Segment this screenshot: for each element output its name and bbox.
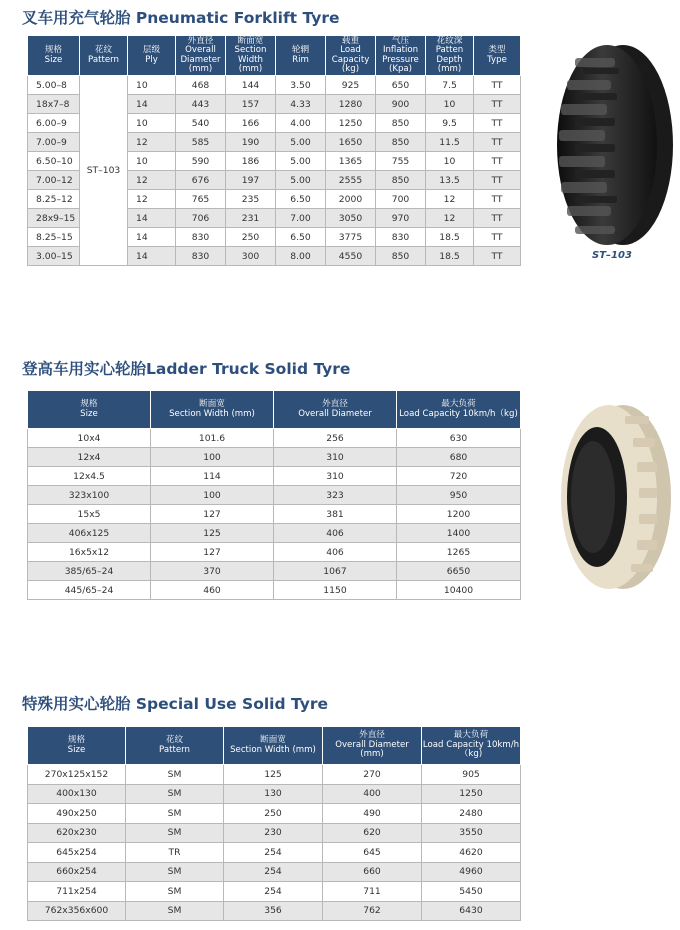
table-cell: 100 [151, 486, 274, 505]
table-cell: 125 [224, 765, 323, 785]
table-cell: 970 [376, 209, 426, 228]
table-cell: 3775 [326, 228, 376, 247]
column-header [474, 36, 521, 76]
table-cell: 4620 [422, 843, 521, 863]
table-cell: SM [126, 901, 224, 921]
ladder-truck-tyre-image [553, 400, 675, 595]
table-cell: 3550 [422, 823, 521, 843]
table-cell: 3.50 [276, 76, 326, 95]
table-cell: 830 [176, 247, 226, 266]
column-header-cn: 断面宽 [260, 735, 286, 745]
table-row [28, 901, 521, 921]
column-header-cn: 花纹 [165, 735, 184, 745]
column-header [126, 727, 224, 765]
column-header-en: Overall Diameter [298, 408, 372, 419]
table-cell: 12 [128, 133, 176, 152]
table-cell: TT [474, 152, 521, 171]
column-header-en: Overall Diameter (mm) [180, 45, 221, 74]
table-cell: 10 [426, 95, 474, 114]
table-cell: 925 [326, 76, 376, 95]
table-cell: 356 [224, 901, 323, 921]
table-cell: 254 [224, 843, 323, 863]
table-cell: 5.00 [276, 171, 326, 190]
table-row [28, 429, 521, 448]
table-cell: 100 [151, 448, 274, 467]
table-cell: 250 [224, 804, 323, 824]
pneumatic-forklift-tyre-table [27, 35, 521, 266]
column-header [276, 36, 326, 76]
table-cell: 12 [426, 209, 474, 228]
table-cell: 2480 [422, 804, 521, 824]
table-cell: 10 [128, 152, 176, 171]
table-cell: 8.25–12 [28, 190, 80, 209]
table-cell: 468 [176, 76, 226, 95]
table-cell: 7.00–9 [28, 133, 80, 152]
column-header-en: Type [487, 54, 507, 65]
table-cell: 127 [151, 543, 274, 562]
table-cell: 8.25–15 [28, 228, 80, 247]
table-cell: 406 [274, 543, 397, 562]
table-cell: 490x250 [28, 804, 126, 824]
table-cell: 166 [226, 114, 276, 133]
column-header-en: Pattern [159, 744, 190, 755]
table-cell: 12 [128, 190, 176, 209]
table-cell: TT [474, 247, 521, 266]
table-cell: 385/65–24 [28, 562, 151, 581]
table-cell: 13.5 [426, 171, 474, 190]
table-cell: 1650 [326, 133, 376, 152]
column-header [326, 36, 376, 76]
column-header-en: Section Width (mm) [230, 744, 316, 755]
table-cell: 11.5 [426, 133, 474, 152]
column-header-en: Inflation Pressure (Kpa) [382, 45, 419, 74]
table-cell: 157 [226, 95, 276, 114]
column-header-en: Load Capacity 10km/h（kg) [399, 408, 518, 419]
table-cell: 762x356x600 [28, 901, 126, 921]
column-header [28, 727, 126, 765]
table-cell: 443 [176, 95, 226, 114]
table-cell: 16x5x12 [28, 543, 151, 562]
table-cell: 540 [176, 114, 226, 133]
table-cell: 645 [323, 843, 422, 863]
table-cell: TT [474, 114, 521, 133]
table-cell: 14 [128, 209, 176, 228]
table-cell: 370 [151, 562, 274, 581]
table-row [28, 543, 521, 562]
table-row [28, 784, 521, 804]
table-cell: 1200 [397, 505, 521, 524]
table-cell: SM [126, 862, 224, 882]
column-header [226, 36, 276, 76]
table-row [28, 862, 521, 882]
column-header [80, 36, 128, 76]
table-cell: 4550 [326, 247, 376, 266]
table-cell: 660x254 [28, 862, 126, 882]
column-header-cn: 载重 [341, 35, 360, 46]
ladder-truck-tyre-title: 登高车用实心轮胎Ladder Truck Solid Tyre [22, 360, 351, 378]
column-header [28, 36, 80, 76]
table-cell: 830 [376, 228, 426, 247]
column-header-en: Overall Diameter (mm) [335, 739, 409, 760]
table-cell: 1400 [397, 524, 521, 543]
column-header [376, 36, 426, 76]
table-row [28, 448, 521, 467]
table-cell: 12x4.5 [28, 467, 151, 486]
table-cell: 15x5 [28, 505, 151, 524]
table-cell: 12 [426, 190, 474, 209]
table-cell: 5.00–8 [28, 76, 80, 95]
table-cell: 4960 [422, 862, 521, 882]
table-cell: 7.00 [276, 209, 326, 228]
table-cell: 460 [151, 581, 274, 600]
table-cell: 190 [226, 133, 276, 152]
special-use-tyre-table [27, 726, 521, 921]
table-cell: 130 [224, 784, 323, 804]
table-cell: 230 [224, 823, 323, 843]
table-cell: 127 [151, 505, 274, 524]
table-cell: 850 [376, 114, 426, 133]
table-cell: TT [474, 228, 521, 247]
column-header-cn: 最大负荷 [453, 730, 489, 741]
table-cell: TT [474, 190, 521, 209]
table-cell: 381 [274, 505, 397, 524]
column-header-en: Patten Depth (mm) [435, 45, 464, 74]
table-cell: SM [126, 804, 224, 824]
table-cell: 445/65–24 [28, 581, 151, 600]
table-cell: 10x4 [28, 429, 151, 448]
column-header-en: Ply [145, 54, 158, 65]
column-header-en: Rim [292, 54, 309, 65]
column-header [176, 36, 226, 76]
table-row [28, 843, 521, 863]
column-header-cn: 类型 [488, 45, 506, 55]
column-header [426, 36, 474, 76]
table-cell: 3.00–15 [28, 247, 80, 266]
column-header-cn: 外直径 [187, 35, 214, 46]
table-cell: 700 [376, 190, 426, 209]
table-cell: 400 [323, 784, 422, 804]
table-cell: 1365 [326, 152, 376, 171]
table-cell: SM [126, 765, 224, 785]
table-row [28, 76, 521, 95]
column-header-en: Pattern [88, 54, 119, 65]
table-cell: TT [474, 76, 521, 95]
table-cell: 254 [224, 862, 323, 882]
table-cell: 323x100 [28, 486, 151, 505]
table-cell: 762 [323, 901, 422, 921]
column-header [28, 391, 151, 429]
table-cell: 630 [397, 429, 521, 448]
table-cell: 830 [176, 228, 226, 247]
column-header-en: Size [44, 54, 63, 65]
table-row [28, 823, 521, 843]
table-cell: 6.00–9 [28, 114, 80, 133]
table-cell: 400x130 [28, 784, 126, 804]
table-cell: 2555 [326, 171, 376, 190]
column-header-cn: 断面宽 [237, 35, 264, 46]
column-header-en: Load Capacity (kg) [331, 45, 370, 74]
pneumatic-tyre-caption: ST–103 [592, 250, 632, 261]
column-header-cn: 气压 [391, 35, 410, 46]
table-cell: 4.33 [276, 95, 326, 114]
table-row [28, 765, 521, 785]
column-header-en: Load Capacity 10km/h （kg) [422, 739, 520, 760]
table-cell: 14 [128, 228, 176, 247]
table-cell: TR [126, 843, 224, 863]
table-row [28, 486, 521, 505]
table-cell: 5.00 [276, 152, 326, 171]
table-cell: 6650 [397, 562, 521, 581]
table-cell: 3050 [326, 209, 376, 228]
column-header [397, 391, 521, 429]
column-header-cn: 规格 [80, 399, 98, 409]
table-cell: 706 [176, 209, 226, 228]
table-cell: 650 [376, 76, 426, 95]
table-cell: 12 [128, 171, 176, 190]
table-cell: 620 [323, 823, 422, 843]
table-cell: 1265 [397, 543, 521, 562]
table-cell: SM [126, 823, 224, 843]
table-cell: 755 [376, 152, 426, 171]
table-cell: 900 [376, 95, 426, 114]
table-cell: 10 [426, 152, 474, 171]
table-cell: 270x125x152 [28, 765, 126, 785]
table-cell: 6.50 [276, 190, 326, 209]
table-cell: 101.6 [151, 429, 274, 448]
table-cell: 490 [323, 804, 422, 824]
table-cell: 14 [128, 247, 176, 266]
table-row [28, 467, 521, 486]
pattern-cell: ST–103 [80, 76, 128, 266]
table-cell: 620x230 [28, 823, 126, 843]
column-header-cn: 最大负荷 [441, 399, 476, 409]
column-header [274, 391, 397, 429]
table-cell: 765 [176, 190, 226, 209]
table-cell: 4.00 [276, 114, 326, 133]
table-cell: 850 [376, 171, 426, 190]
table-cell: 310 [274, 448, 397, 467]
table-cell: SM [126, 784, 224, 804]
table-cell: 12x4 [28, 448, 151, 467]
table-cell: 231 [226, 209, 276, 228]
table-cell: 711 [323, 882, 422, 902]
table-cell: 850 [376, 247, 426, 266]
table-cell: TT [474, 133, 521, 152]
column-header [224, 727, 323, 765]
table-cell: 310 [274, 467, 397, 486]
table-cell: 720 [397, 467, 521, 486]
special-use-tyre-title: 特殊用实心轮胎 Special Use Solid Tyre [22, 695, 328, 713]
table-cell: 18.5 [426, 228, 474, 247]
table-cell: 711x254 [28, 882, 126, 902]
table-cell: 270 [323, 765, 422, 785]
table-cell: SM [126, 882, 224, 902]
table-cell: 250 [226, 228, 276, 247]
column-header-cn: 轮辋 [291, 45, 310, 55]
table-cell: 645x254 [28, 843, 126, 863]
table-cell: 1150 [274, 581, 397, 600]
table-cell: 1250 [326, 114, 376, 133]
column-header-cn: 规格 [44, 45, 63, 55]
table-cell: 18x7–8 [28, 95, 80, 114]
table-cell: 300 [226, 247, 276, 266]
table-cell: 660 [323, 862, 422, 882]
table-cell: 14 [128, 95, 176, 114]
table-cell: 323 [274, 486, 397, 505]
table-row [28, 562, 521, 581]
table-cell: 6.50–10 [28, 152, 80, 171]
table-row [28, 581, 521, 600]
table-cell: 197 [226, 171, 276, 190]
table-cell: 590 [176, 152, 226, 171]
table-row [28, 804, 521, 824]
column-header-cn: 外直径 [322, 399, 348, 409]
table-cell: TT [474, 95, 521, 114]
table-cell: 1067 [274, 562, 397, 581]
table-cell: 676 [176, 171, 226, 190]
column-header [151, 391, 274, 429]
table-cell: 256 [274, 429, 397, 448]
table-cell: 125 [151, 524, 274, 543]
table-row [28, 505, 521, 524]
table-cell: 406x125 [28, 524, 151, 543]
table-cell: 585 [176, 133, 226, 152]
table-cell: 10 [128, 76, 176, 95]
table-row [28, 882, 521, 902]
table-cell: 8.00 [276, 247, 326, 266]
column-header-cn: 花纹 [94, 45, 113, 55]
table-cell: 6.50 [276, 228, 326, 247]
table-cell: 680 [397, 448, 521, 467]
column-header [422, 727, 521, 765]
table-cell: 950 [397, 486, 521, 505]
table-cell: 1250 [422, 784, 521, 804]
table-cell: 850 [376, 133, 426, 152]
column-header-en: Size [67, 744, 86, 755]
pneumatic-forklift-tyre-title: 叉车用充气轮胎 Pneumatic Forklift Tyre [22, 9, 340, 27]
column-header-en: Section Width (mm) [169, 408, 255, 419]
column-header-cn: 断面宽 [199, 399, 225, 409]
column-header [323, 727, 422, 765]
table-cell: 905 [422, 765, 521, 785]
table-cell: 28x9–15 [28, 209, 80, 228]
pneumatic-tyre-image [545, 40, 675, 250]
column-header-cn: 花纹深 [436, 35, 463, 46]
table-cell: 5.00 [276, 133, 326, 152]
column-header-en: Size [80, 408, 98, 419]
table-cell: 10 [128, 114, 176, 133]
table-cell: 7.5 [426, 76, 474, 95]
table-cell: 18.5 [426, 247, 474, 266]
column-header-cn: 层级 [142, 45, 161, 55]
table-cell: TT [474, 209, 521, 228]
table-cell: 144 [226, 76, 276, 95]
table-cell: 10400 [397, 581, 521, 600]
table-cell: 9.5 [426, 114, 474, 133]
table-cell: 235 [226, 190, 276, 209]
table-cell: 406 [274, 524, 397, 543]
table-cell: 1280 [326, 95, 376, 114]
column-header [128, 36, 176, 76]
table-cell: 6430 [422, 901, 521, 921]
table-cell: 2000 [326, 190, 376, 209]
table-row [28, 524, 521, 543]
table-cell: TT [474, 171, 521, 190]
table-cell: 186 [226, 152, 276, 171]
table-cell: 7.00–12 [28, 171, 80, 190]
ladder-truck-tyre-table [27, 390, 521, 600]
column-header-cn: 规格 [67, 735, 86, 745]
column-header-en: Section Width (mm) [234, 45, 267, 74]
table-cell: 5450 [422, 882, 521, 902]
table-cell: 114 [151, 467, 274, 486]
table-cell: 254 [224, 882, 323, 902]
column-header-cn: 外直径 [359, 730, 385, 741]
